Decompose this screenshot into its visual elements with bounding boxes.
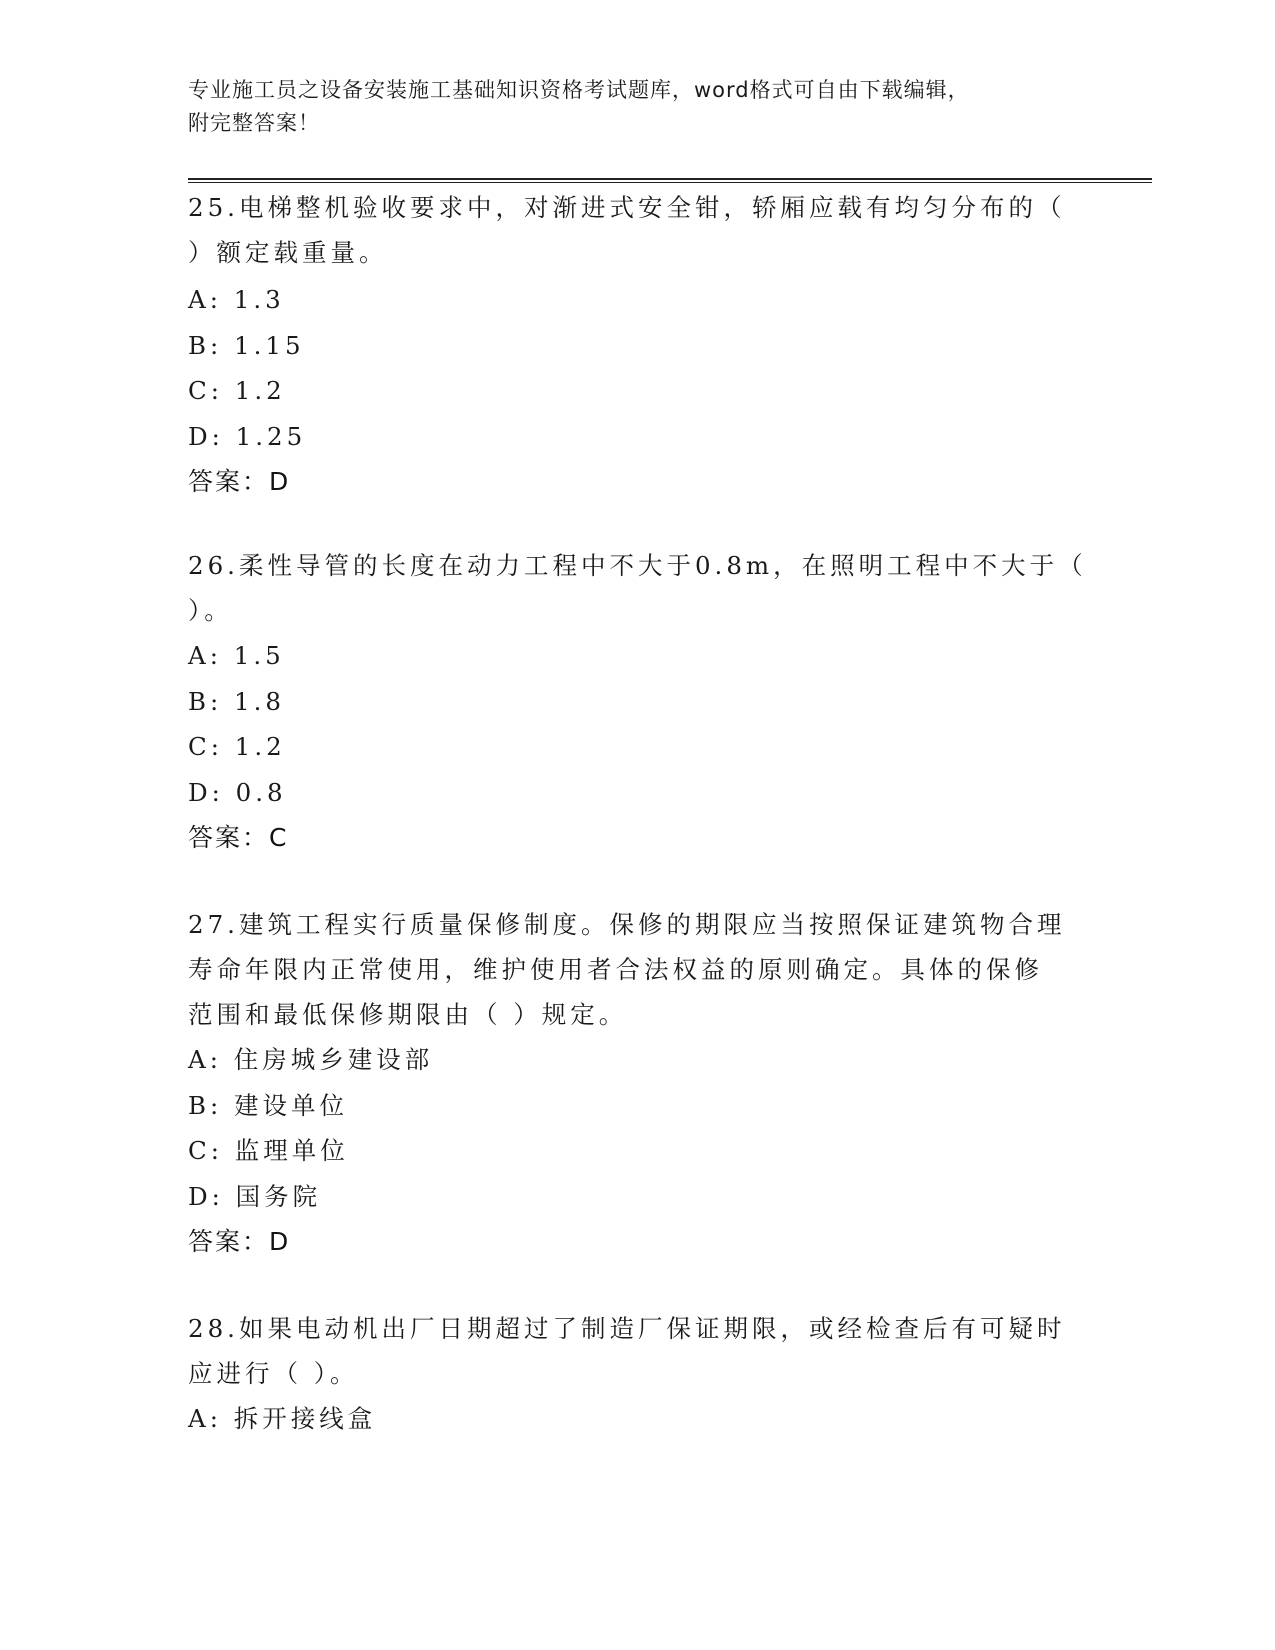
option-d: D: 国务院: [188, 1181, 322, 1211]
option-c: C: 1.2: [188, 732, 286, 761]
header-divider-thin: [188, 182, 1152, 183]
option-d: D: 1.25: [188, 421, 307, 451]
question-stem-line: 26.柔性导管的长度在动力工程中不大于0.8m，在照明工程中不大于（: [188, 551, 1087, 580]
question-stem-line: 28.如果电动机出厂日期超过了制造厂保证期限，或经检查后有可疑时: [188, 1314, 1066, 1343]
document-header: [188, 74, 1088, 140]
answer: 答案：C: [188, 823, 289, 852]
question-25: [188, 185, 1088, 504]
question-26: [188, 543, 1088, 860]
question-stem-line: ）额定载重量。: [188, 238, 388, 267]
option-b: B: 1.8: [188, 686, 286, 716]
option-d: D: 0.8: [188, 777, 287, 807]
question-stem-line: ）。: [188, 596, 233, 625]
option-a: A: 1.5: [188, 641, 285, 670]
option-b: B: 建设单位: [188, 1090, 349, 1120]
question-stem-line: 应进行（ ）。: [188, 1359, 359, 1388]
question-stem-line: 27.建筑工程实行质量保修制度。保修的期限应当按照保证建筑物合理: [188, 910, 1066, 939]
option-a: A: 1.3: [188, 285, 285, 314]
option-c: C: 监理单位: [188, 1136, 349, 1165]
question-27: [188, 902, 1088, 1264]
question-stem-line: 25.电梯整机验收要求中，对渐进式安全钳，轿厢应载有均匀分布的（: [188, 193, 1066, 222]
option-c: C: 1.2: [188, 376, 286, 405]
answer: 答案：D: [188, 1227, 291, 1256]
option-a: A: 住房城乡建设部: [188, 1045, 434, 1074]
question-stem-line: 范围和最低保修期限由（ ）规定。: [188, 1000, 628, 1029]
question-28: [188, 1306, 1088, 1442]
header-line-1: 专业施工员之设备安装施工基础知识资格考试题库，word格式可自由下载编辑，: [188, 78, 970, 102]
header-line-2: 附完整答案！: [188, 111, 320, 135]
question-stem-line: 寿命年限内正常使用，维护使用者合法权益的原则确定。具体的保修: [188, 955, 1043, 984]
option-b: B: 1.15: [188, 330, 305, 360]
option-a: A: 拆开接线盒: [188, 1404, 377, 1433]
answer: 答案：D: [188, 467, 291, 496]
header-divider-thick: [188, 178, 1152, 180]
